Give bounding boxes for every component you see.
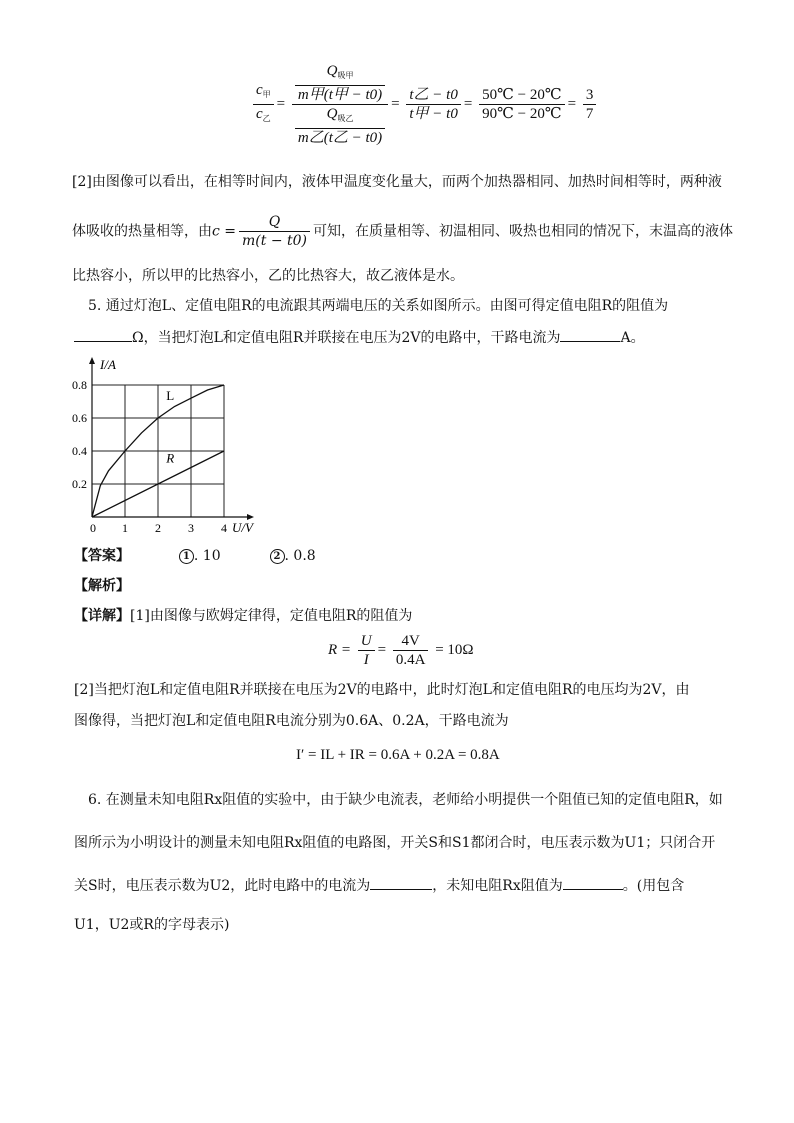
y-tick-label: 0.2 <box>72 477 87 491</box>
x-tick-label: 3 <box>188 521 194 535</box>
y-tick-label: 0.6 <box>72 411 87 425</box>
iu-chart <box>62 352 282 537</box>
para2-line3: 比热容小，所以甲的比热容小，乙的比热容大，故乙液体是水。 <box>72 268 464 284</box>
q6-line3: 关S时，电压表示数为U2，此时电路中的电流为 ，未知电阻Rx阻值为 。(用包含 <box>74 875 684 896</box>
specific-heat-ratio: $\frac{c_甲}{c_乙}$ <box>253 81 274 128</box>
y-axis-arrow <box>89 357 95 364</box>
ratio-equation: $\frac{c_甲}{c_乙}$ = $\frac{\frac{Q_{吸甲}}{\text{m甲(t甲 − t0)}}}{\frac{Q_{吸乙}}{\text{m乙(t乙 − t0)}}}$ = $\frac{\text{t乙 − t0}}{\text{t甲 − t0}}$ = $\frac{50℃ - 20℃}{90℃ - 20℃}$ = $\frac{3}{7}$ <box>250 62 599 147</box>
y-tick-label: 0.8 <box>72 378 87 392</box>
q6-answer-blank-2[interactable] <box>563 875 623 890</box>
detail-label: 【详解】 <box>74 608 130 624</box>
answer-item1-number: 1 <box>179 549 194 564</box>
series-label-R: R <box>166 450 175 466</box>
para2-line2: 体吸收的热量相等，由c = $\frac{Q}{m(t - t0)}$ 可知，在质量相等、初温相同、吸热也相同的情况下，末温高的液体 <box>72 214 734 249</box>
x-tick-label: 2 <box>155 521 161 535</box>
x-axis-label: U/V <box>232 520 253 535</box>
answer-label: 【答案】 <box>74 548 130 564</box>
numeric-ratio: $\frac{50℃ - 20℃}{90℃ - 20℃}$ <box>479 86 565 123</box>
x-tick-label: 0 <box>90 521 96 535</box>
q5-line1: 5. 通过灯泡L、定值电阻R的电流跟其两端电压的关系如图所示。由图可得定值电阻R的阻值为 <box>88 298 669 314</box>
y-axis-label: I/A <box>100 357 116 372</box>
q5-answer-blank-2[interactable] <box>560 327 620 342</box>
q5-line2: Ω，当把灯泡L和定值电阻R并联接在电压为2V的电路中，干路电流为 A。 <box>74 327 645 348</box>
analysis-label: 【解析】 <box>74 578 130 594</box>
chart-grid <box>92 385 224 517</box>
q5-answer-blank-1[interactable] <box>74 327 132 342</box>
q6-line1: 6. 在测量未知电阻Rx阻值的实验中，由于缺少电流表，老师给小明提供一个阻值已知的定值电阻R，如 <box>88 792 723 808</box>
resistance-equation: R = $\frac{U}{I}$ = $\frac{4V}{0.4A}$ = 10Ω <box>328 633 474 668</box>
series-label-L: L <box>166 388 175 404</box>
q6-line4: U1，U2或R的字母表示) <box>74 917 230 933</box>
q6-line2: 图所示为小明设计的测量未知电阻Rx阻值的电路图，开关S和S1都闭合时，电压表示数为U1；只闭合开 <box>74 835 716 851</box>
result-ratio: $\frac{3}{7}$ <box>583 86 597 123</box>
x-tick-label: 1 <box>122 521 128 535</box>
answer-item2-number: 2 <box>270 549 285 564</box>
chart-ticks <box>72 378 227 535</box>
detail-line: 【详解】[1]由图像与欧姆定律得，定值电阻R的阻值为 <box>74 608 413 624</box>
para2-line1: [2]由图像可以看出，在相等时间内，液体甲温度变化量大，而两个加热器相同、加热时间相等时，两种液 <box>72 174 722 190</box>
q6-answer-blank-1[interactable] <box>370 875 432 890</box>
chart-axes <box>89 357 255 535</box>
specific-heat-formula: $\frac{Q}{m(t - t0)}$ <box>239 213 310 250</box>
para-2b-line1: [2]当把灯泡L和定值电阻R并联接在电压为2V的电路中，此时灯泡L和定值电阻R的电压均为2V，由 <box>74 682 690 698</box>
current-equation: I′ = IL + IR = 0.6A + 0.2A = 0.8A <box>296 747 500 763</box>
temperature-ratio: $\frac{\text{t乙 − t0}}{\text{t甲 − t0}}$ <box>406 86 460 123</box>
answer-line: 【答案】 1 . 10 2 . 0.8 <box>74 548 316 564</box>
y-tick-label: 0.4 <box>72 444 87 458</box>
x-tick-label: 4 <box>221 521 227 535</box>
para-2b-line2: 图像得，当把灯泡L和定值电阻R电流分别为0.6A、0.2A，干路电流为 <box>74 713 509 729</box>
heat-compound-fraction: $\frac{\frac{Q_{吸甲}}{\text{m甲(t甲 − t0)}}}{\frac{Q_{吸乙}}{\text{m乙(t乙 − t0)}}}$ <box>292 62 388 147</box>
